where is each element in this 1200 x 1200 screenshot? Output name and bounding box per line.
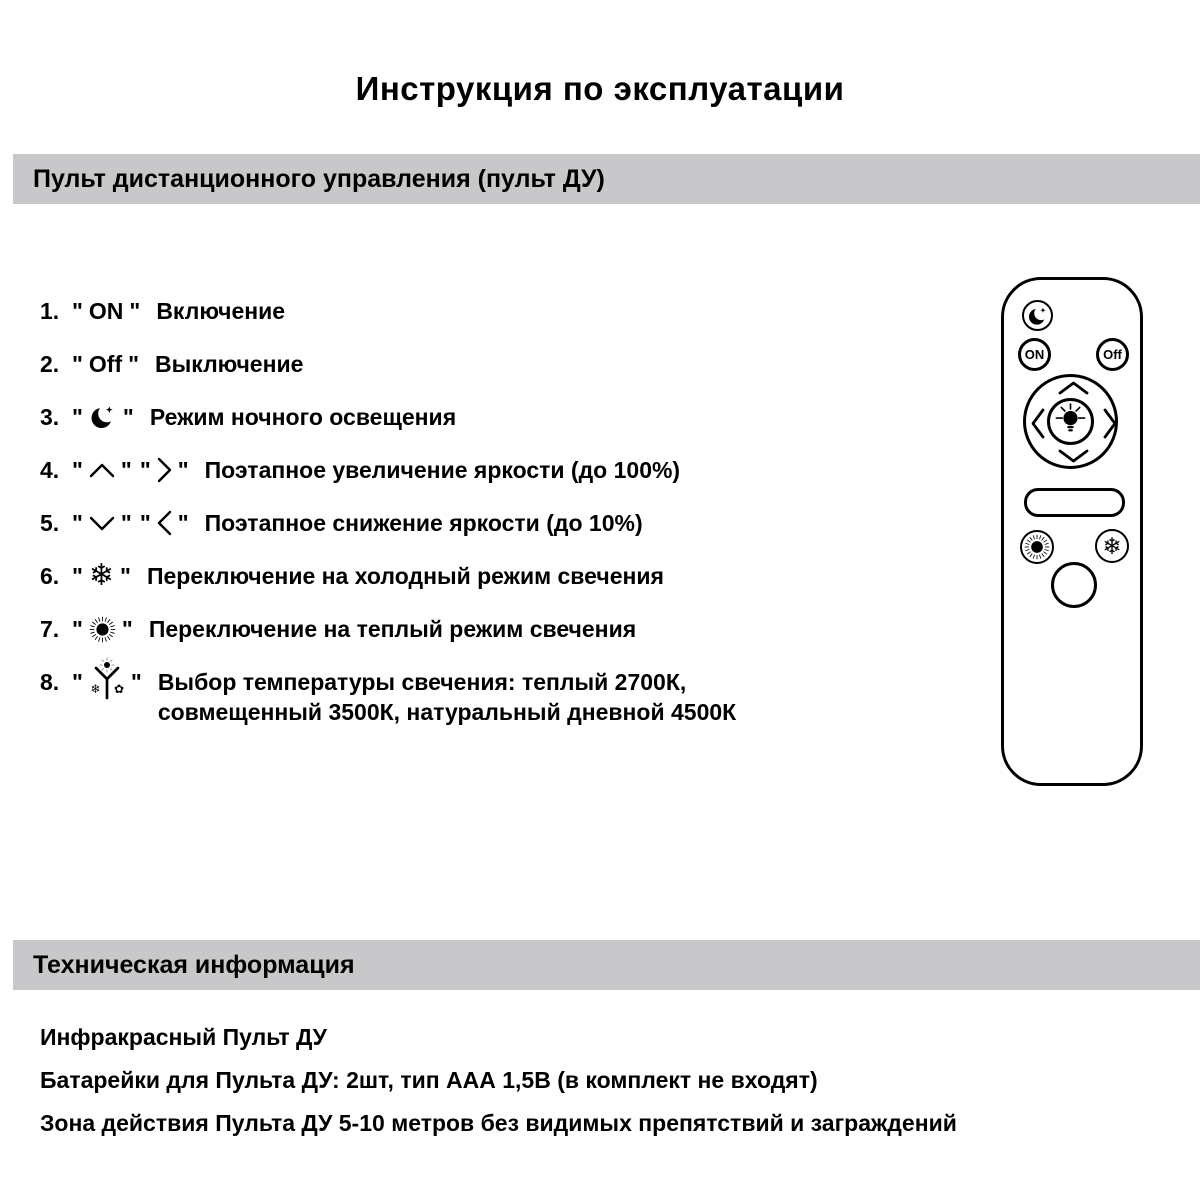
night-mode-button <box>1022 300 1053 331</box>
quote-mark: " <box>72 510 83 536</box>
moon-icon <box>89 403 117 431</box>
quote-mark: " <box>139 457 151 483</box>
item-number: 4. <box>40 457 60 483</box>
button-keyword: ON <box>88 298 124 324</box>
list-item <box>40 614 636 644</box>
item-number: 3. <box>40 404 60 430</box>
quote-mark: " <box>120 457 132 483</box>
item-label-line: Выбор температуры свечения: теплый 2700К, <box>157 669 687 695</box>
quote-mark: " <box>72 298 83 324</box>
pill-button <box>1024 488 1125 517</box>
tech-line: Батарейки для Пульта ДУ: 2шт, тип ААА 1,5В (в комплект не входят) <box>40 1067 818 1093</box>
on-button-label: ON <box>1024 347 1045 362</box>
item-label-line: Включение <box>156 298 286 324</box>
svg-text:❄: ❄ <box>90 682 101 696</box>
item-number: 2. <box>40 351 60 377</box>
section-heading-remote: Пульт дистанционного управления (пульт ДУ) <box>33 164 605 193</box>
light-bulb-icon <box>1054 402 1087 441</box>
item-number: 6. <box>40 563 60 589</box>
quoted-symbol <box>72 614 133 644</box>
quoted-symbol <box>72 508 132 538</box>
quote-mark: " <box>129 298 141 324</box>
item-number: 7. <box>40 616 60 642</box>
quoted-symbol <box>72 667 142 697</box>
item-number: 5. <box>40 510 60 536</box>
quoted-symbol <box>140 508 189 538</box>
item-label-line: Режим ночного освещения <box>149 404 457 430</box>
chevron-down-icon <box>89 516 115 531</box>
quoted-symbol <box>72 349 139 379</box>
item-label-line: Переключение на теплый режим свечения <box>148 616 637 642</box>
quote-mark: " <box>72 669 83 695</box>
chevron-up-icon <box>1058 381 1089 400</box>
list-item <box>40 402 456 432</box>
quoted-symbol <box>140 455 189 485</box>
list-item <box>40 508 643 538</box>
quote-mark: " <box>130 669 142 695</box>
temp-select-icon <box>89 659 125 705</box>
quote-mark: " <box>122 404 134 430</box>
quote-mark: " <box>72 457 83 483</box>
snowflake-icon: ❄ <box>1102 532 1122 559</box>
quote-mark: " <box>139 510 151 536</box>
item-label-line: Поэтапное увеличение яркости (до 100%) <box>204 457 681 483</box>
quote-mark: " <box>177 510 189 536</box>
on-button <box>1018 338 1051 371</box>
section-heading-tech: Техническая информация <box>33 950 355 979</box>
section-bar-remote <box>13 154 1200 204</box>
item-label <box>149 614 636 644</box>
quote-mark: " <box>177 457 189 483</box>
item-label-line: Поэтапное снижение яркости (до 10%) <box>204 510 643 536</box>
snowflake-icon: ❄ <box>88 559 115 592</box>
sun-icon <box>89 616 116 643</box>
quoted-symbol <box>72 561 131 591</box>
moon-icon <box>1027 305 1049 327</box>
item-label-line: Выключение <box>155 351 304 377</box>
quote-mark: " <box>120 563 131 589</box>
off-button-label: Off <box>1103 347 1122 362</box>
list-item <box>40 561 664 591</box>
sun-icon <box>1024 534 1050 560</box>
tech-line: Зона действия Пульта ДУ 5-10 метров без видимых препятствий и заграждений <box>40 1110 957 1136</box>
list-item <box>40 349 303 379</box>
off-button <box>1096 338 1129 371</box>
chevron-right-icon <box>157 457 172 483</box>
item-label-line: Переключение на холодный режим свечения <box>146 563 664 589</box>
quote-mark: " <box>120 510 132 536</box>
item-label <box>155 349 303 379</box>
item-label-line: совмещенный 3500К, натуральный дневной 4500К <box>157 699 737 725</box>
page-title: Инструкция по эксплуатации <box>355 70 845 107</box>
chevron-down-icon <box>1058 449 1089 468</box>
item-label <box>150 402 456 432</box>
round-button <box>1051 562 1097 608</box>
item-label <box>156 296 285 326</box>
cold-mode-button <box>1095 529 1129 563</box>
item-number: 1. <box>40 298 60 324</box>
item-label <box>205 508 643 538</box>
chevron-right-icon <box>1103 408 1117 444</box>
tech-line: Инфракрасный Пульт ДУ <box>40 1024 327 1050</box>
chevron-left-icon <box>157 510 172 536</box>
quoted-symbol <box>72 402 134 432</box>
item-label <box>205 455 680 485</box>
quote-mark: " <box>72 351 83 377</box>
quoted-symbol <box>72 455 132 485</box>
chevron-up-icon <box>89 463 115 478</box>
warm-mode-button <box>1020 530 1054 564</box>
list-item <box>40 296 285 326</box>
item-label <box>158 667 736 727</box>
svg-text:✿: ✿ <box>113 682 124 696</box>
item-label <box>147 561 664 591</box>
quoted-symbol <box>72 296 140 326</box>
list-item <box>40 455 680 485</box>
list-item <box>40 667 736 727</box>
quote-mark: " <box>72 404 83 430</box>
section-bar-tech <box>13 940 1200 990</box>
button-keyword: Off <box>88 351 123 377</box>
item-number: 8. <box>40 669 60 695</box>
quote-mark: " <box>72 563 83 589</box>
quote-mark: " <box>128 351 140 377</box>
remote-control-illustration <box>1001 277 1143 786</box>
chevron-left-icon <box>1031 408 1045 444</box>
quote-mark: " <box>72 616 83 642</box>
quote-mark: " <box>121 616 133 642</box>
light-center-button <box>1047 398 1094 445</box>
